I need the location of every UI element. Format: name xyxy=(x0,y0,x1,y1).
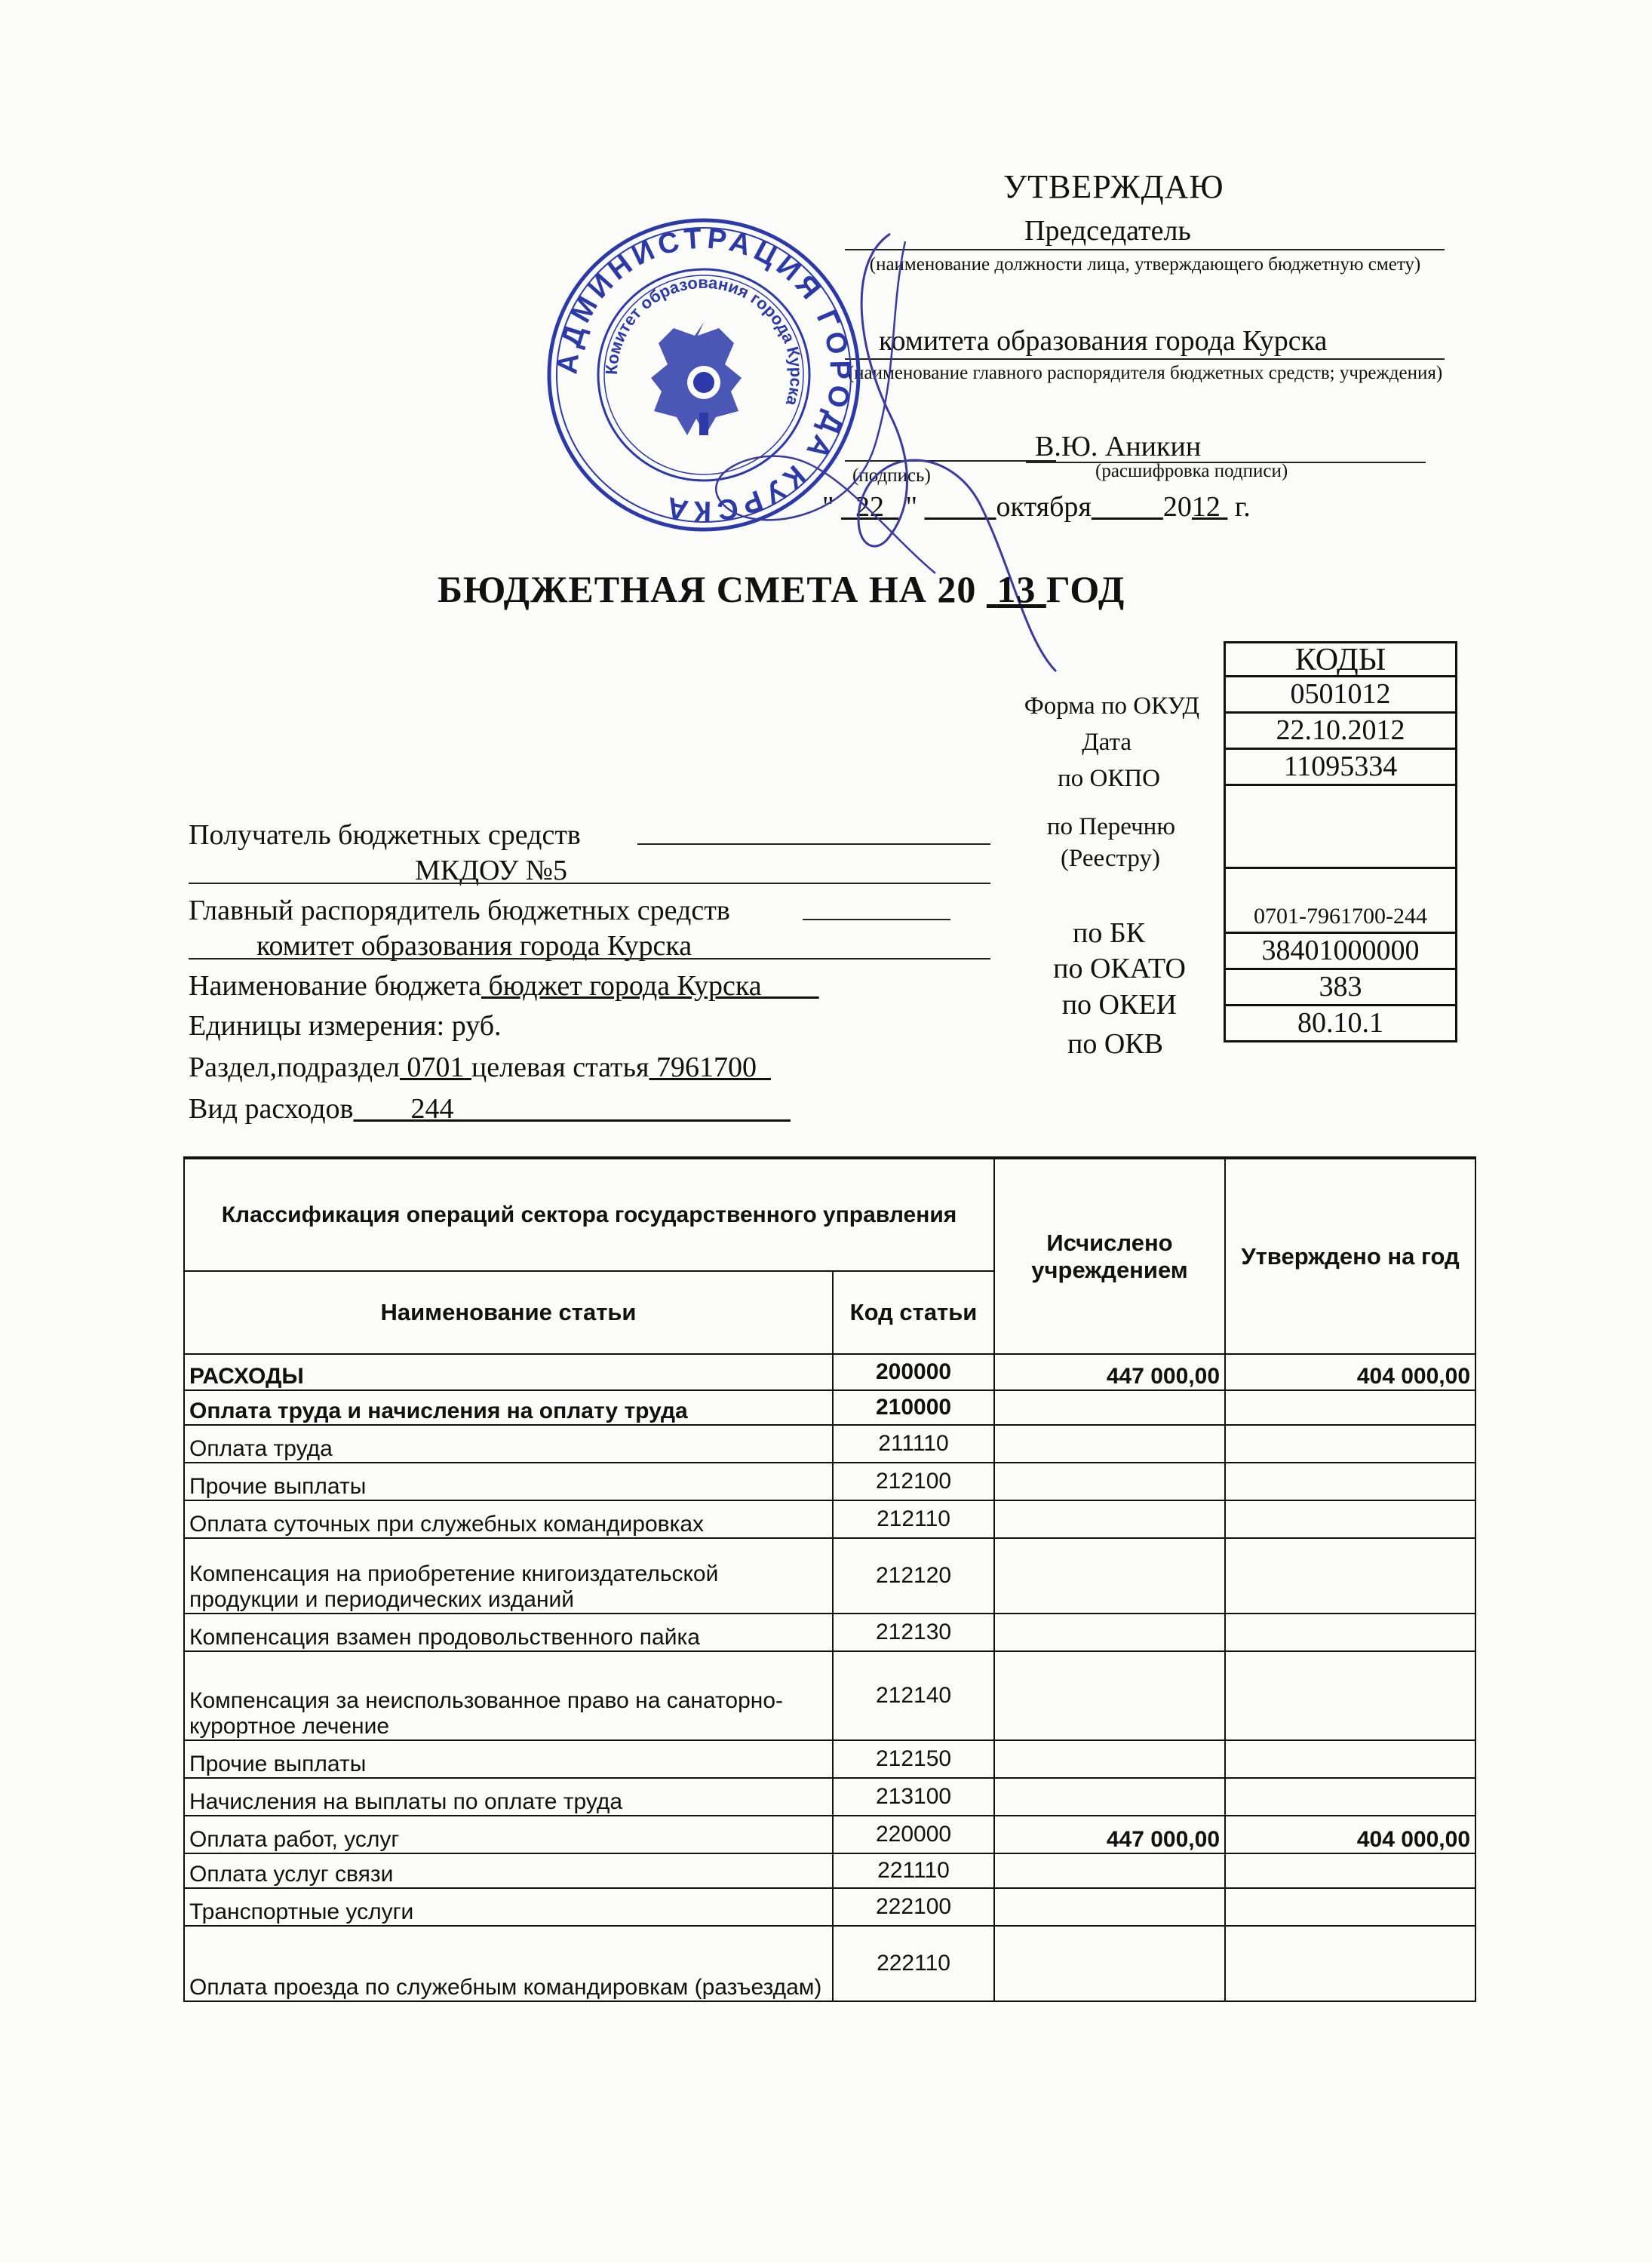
code-label-okei: по ОКЕИ xyxy=(1061,989,1177,1021)
table-cell-calc xyxy=(994,1425,1225,1463)
table-cell-code: 220000 xyxy=(833,1816,994,1853)
table-cell-appr xyxy=(1225,1888,1475,1926)
table-cell-appr: 404 000,00 xyxy=(1225,1354,1475,1390)
table-cell-calc xyxy=(994,1853,1225,1888)
table-cell-code: 222100 xyxy=(833,1888,994,1926)
col-name-header: Наименование статьи xyxy=(184,1271,833,1354)
units-line: Единицы измерения: руб. xyxy=(189,1010,502,1042)
manager-label: Главный распорядитель бюджетных средств xyxy=(189,895,730,926)
table-cell-code: 210000 xyxy=(833,1390,994,1425)
table-cell-appr xyxy=(1225,1500,1475,1538)
col-calc-header: Исчислено учреждением xyxy=(994,1158,1225,1354)
table-cell-calc xyxy=(994,1614,1225,1651)
table-cell-calc xyxy=(994,1538,1225,1614)
table-cell-calc xyxy=(994,1778,1225,1816)
code-okato: 38401000000 xyxy=(1224,934,1457,970)
table-cell-name: РАСХОДЫ xyxy=(184,1354,833,1390)
table-cell-code: 212130 xyxy=(833,1614,994,1651)
table-cell-code: 222110 xyxy=(833,1926,994,2001)
manager-value: комитет образования города Курска xyxy=(256,930,692,962)
stamp-ring-text: АДМИНИСТРАЦИЯ ГОРОДА КУРСКА xyxy=(551,223,856,527)
group-header: Классификация операций сектора государственного управления xyxy=(184,1158,994,1271)
table-cell-calc xyxy=(994,1500,1225,1538)
table-cell-code: 212150 xyxy=(833,1740,994,1778)
table-cell-name: Оплата услуг связи xyxy=(184,1853,833,1888)
table-cell-calc xyxy=(994,1651,1225,1740)
table-cell-code: 211110 xyxy=(833,1425,994,1463)
recipient-label: Получатель бюджетных средств xyxy=(189,819,581,851)
signature xyxy=(664,219,1071,686)
code-bk: 0701-7961700-244 xyxy=(1224,869,1457,934)
table-cell-appr xyxy=(1225,1425,1475,1463)
budget-table xyxy=(183,1156,1476,2002)
table-cell-calc: 447 000,00 xyxy=(994,1354,1225,1390)
table-cell-name: Оплата труда и начисления на оплату труда xyxy=(184,1390,833,1425)
table-cell-calc xyxy=(994,1390,1225,1425)
approver-position-note: (наименование должности лица, утверждающего бюджетную смету) xyxy=(869,254,1421,275)
table-cell-appr xyxy=(1225,1778,1475,1816)
table-row xyxy=(184,1500,1475,1538)
table-cell-code: 213100 xyxy=(833,1778,994,1816)
table-row xyxy=(184,1425,1475,1463)
table-cell-appr xyxy=(1225,1463,1475,1500)
table-cell-name: Начисления на выплаты по оплате труда xyxy=(184,1778,833,1816)
section-line: Раздел,подраздел 0701 целевая статья 7961700 xyxy=(189,1052,757,1083)
code-okud: 0501012 xyxy=(1224,677,1457,714)
approver-org: комитета образования города Курска xyxy=(879,325,1328,357)
table-cell-code: 200000 xyxy=(833,1354,994,1390)
table-cell-appr xyxy=(1225,1614,1475,1651)
table-row xyxy=(184,1853,1475,1888)
approval-heading: УТВЕРЖДАЮ xyxy=(1003,168,1224,205)
table-cell-name: Транспортные услуги xyxy=(184,1888,833,1926)
table-cell-appr xyxy=(1225,1651,1475,1740)
table-cell-name: Оплата проезда по служебным командировкам (разъездам) xyxy=(184,1926,833,2001)
table-cell-code: 221110 xyxy=(833,1853,994,1888)
table-cell-appr xyxy=(1225,1853,1475,1888)
table-row xyxy=(184,1778,1475,1816)
table-cell-calc xyxy=(994,1926,1225,2001)
signer-note: (расшифровка подписи) xyxy=(1095,461,1288,481)
table-cell-code: 212140 xyxy=(833,1651,994,1740)
table-cell-name: Прочие выплаты xyxy=(184,1740,833,1778)
code-label-okpo: по ОКПО xyxy=(1058,765,1160,792)
code-label-date: Дата xyxy=(1082,729,1132,756)
table-row xyxy=(184,1538,1475,1614)
code-label-okv: по ОКВ xyxy=(1067,1028,1163,1060)
table-cell-name: Компенсация на приобретение книгоиздательской продукции и периодических изданий xyxy=(184,1538,833,1614)
code-label-bk: по БК xyxy=(1072,917,1145,949)
table-row xyxy=(184,1463,1475,1500)
table-row xyxy=(184,1354,1475,1390)
table-cell-name: Компенсация за неиспользованное право на санаторно-курортное лечение xyxy=(184,1651,833,1740)
table-cell-code: 212110 xyxy=(833,1500,994,1538)
budget-line: Наименование бюджета бюджет города Курска xyxy=(189,970,762,1002)
table-cell-name: Оплата труда xyxy=(184,1425,833,1463)
code-label-register-2: (Реестру) xyxy=(1060,845,1160,872)
stamp-inner-text: Комитет образования города Курска xyxy=(601,272,806,408)
code-label-okud: Форма по ОКУД xyxy=(1024,692,1199,720)
code-okv: 80.10.1 xyxy=(1224,1006,1457,1042)
code-okpo: 11095334 xyxy=(1224,750,1457,786)
approver-position: Председатель xyxy=(1024,215,1191,247)
document-title: БЮДЖЕТНАЯ СМЕТА НА 20 13 ГОД xyxy=(438,568,1125,610)
expense-type-line: Вид расходов 244 xyxy=(189,1093,454,1125)
table-row xyxy=(184,1651,1475,1740)
table-cell-calc xyxy=(994,1888,1225,1926)
table-row xyxy=(184,1390,1475,1425)
recipient-value: МКДОУ №5 xyxy=(415,855,568,886)
table-cell-name: Оплата суточных при служебных командировках xyxy=(184,1500,833,1538)
table-cell-appr xyxy=(1225,1390,1475,1425)
table-cell-name: Компенсация взамен продовольственного пайка xyxy=(184,1614,833,1651)
approval-date: " 22 " октября 2012 г. xyxy=(822,491,1251,523)
sign-note: (подпись) xyxy=(852,465,931,486)
table-cell-name: Оплата работ, услуг xyxy=(184,1816,833,1853)
table-cell-appr xyxy=(1225,1740,1475,1778)
table-row xyxy=(184,1614,1475,1651)
table-row xyxy=(184,1888,1475,1926)
table-cell-appr xyxy=(1225,1538,1475,1614)
col-appr-header: Утверждено на год xyxy=(1225,1158,1475,1354)
table-cell-calc xyxy=(994,1740,1225,1778)
table-cell-code: 212100 xyxy=(833,1463,994,1500)
table-row xyxy=(184,1816,1475,1853)
code-date: 22.10.2012 xyxy=(1224,714,1457,750)
code-label-register: по Перечню xyxy=(1046,813,1175,840)
code-label-okato: по ОКАТО xyxy=(1053,953,1186,984)
signer-name: В.Ю. Аникин xyxy=(1035,431,1202,462)
table-cell-appr xyxy=(1225,1926,1475,2001)
table-cell-calc xyxy=(994,1463,1225,1500)
table-row xyxy=(184,1740,1475,1778)
approver-org-note: (наименование главного распорядителя бюджетных средств; учреждения) xyxy=(847,363,1443,383)
table-row xyxy=(184,1926,1475,2001)
code-okei: 383 xyxy=(1224,970,1457,1006)
codes-header: КОДЫ xyxy=(1224,641,1457,677)
col-code-header: Код статьи xyxy=(833,1271,994,1354)
table-cell-name: Прочие выплаты xyxy=(184,1463,833,1500)
codes-box xyxy=(1224,641,1457,1042)
table-cell-calc: 447 000,00 xyxy=(994,1816,1225,1853)
table-cell-code: 212120 xyxy=(833,1538,994,1614)
table-cell-appr: 404 000,00 xyxy=(1225,1816,1475,1853)
code-register xyxy=(1224,786,1457,869)
